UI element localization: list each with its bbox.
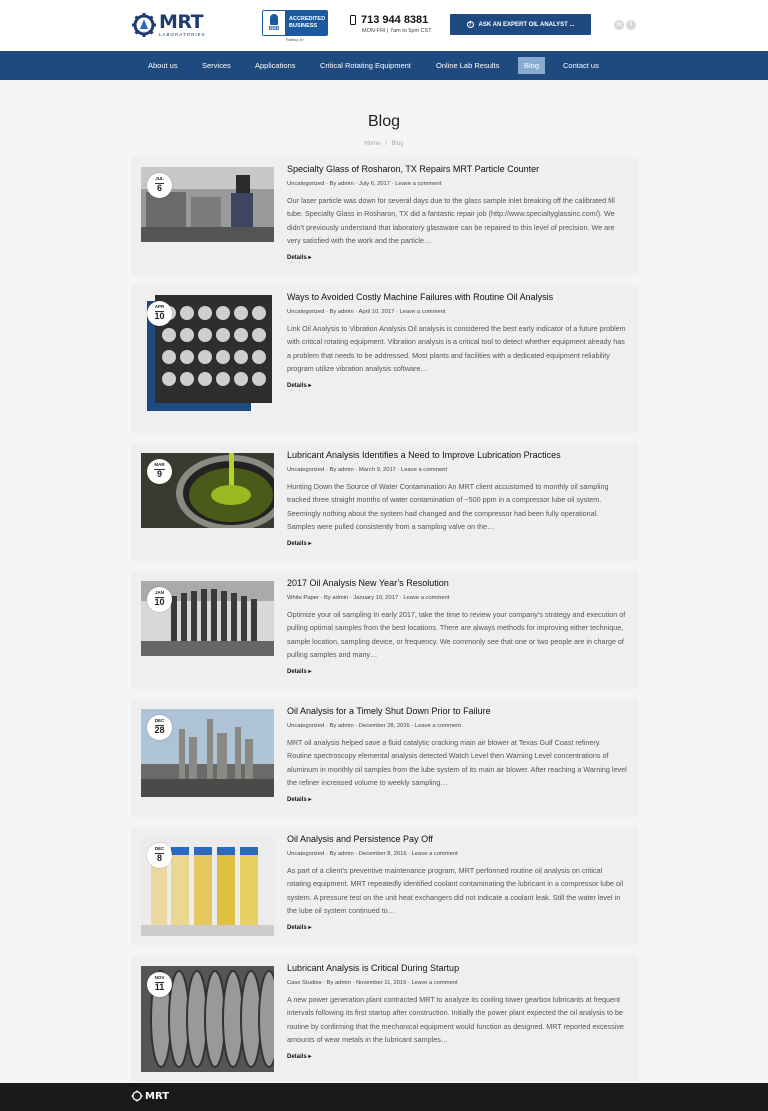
post-excerpt: As part of a client’s preventive maintenance program, MRT performed routine oil analysis on critical rotating equipment. MRT repeatedly identified coolant contaminating the lubricant in a compressor lube oil system. A pressure test on the unit heat exchangers did not indicate a coolant leak. Still the water level in the lube oil system continued to… [287, 866, 624, 915]
details-link[interactable]: Details ▸ [287, 925, 312, 931]
breadcrumb-home[interactable]: Home [364, 141, 381, 147]
details-link[interactable]: Details ▸ [287, 383, 312, 389]
post-excerpt: MRT oil analysis helped save a fluid catalytic cracking main air blower at Texas Gulf Coast refinery. Routine spectroscopy elemental analysis detected Watch Level then Warning Level concentrations of aluminum in monthly oil samples from the lube system of its main air blower. After reaching a Warning level the refiner increased volume to weekly sampling… [287, 738, 627, 787]
breadcrumb: Home / Blog [364, 141, 404, 147]
social-links [614, 20, 636, 30]
details-link[interactable]: Details ▸ [287, 1054, 312, 1060]
details-link[interactable]: Details ▸ [287, 541, 312, 547]
post-excerpt: Hunting Down the Source of Water Contamination An MRT client accustomed to monthly oil sampling tracked three straight months of water contamination of ~500 ppm in a compressor lube oil system. Seemingly nothing about the system had changed and the compressor had been fully operational. Samples were pulled consistently from a sampling valve on the… [287, 482, 609, 531]
site-logo[interactable] [131, 10, 211, 40]
post-date-badge: JAN 10 [147, 587, 172, 612]
business-hours: MON-FRI | 7am to 5pm CST [362, 28, 432, 34]
post-date-badge: APR 10 [147, 301, 172, 326]
details-link[interactable]: Details ▸ [287, 255, 312, 261]
post-title[interactable]: Lubricant Analysis is Critical During Startup [287, 963, 460, 973]
details-link[interactable]: Details ▸ [287, 669, 312, 675]
post-thumbnail[interactable] [141, 966, 274, 1072]
nav-about-us[interactable]: About us [148, 61, 178, 70]
site-footer [0, 1083, 768, 1111]
footer-logo[interactable]: MRT [131, 1090, 169, 1102]
post-title[interactable]: 2017 Oil Analysis New Year’s Resolution [287, 578, 449, 588]
blog-post-card [131, 699, 638, 817]
blog-post-card [131, 956, 638, 1081]
logo-text: MRT [159, 10, 204, 33]
post-meta: Case Studies · By admin · November 11, 2016 · Leave a comment [287, 980, 458, 986]
nav-critical-rotating-equipment[interactable]: Critical Rotating Equipment [320, 61, 411, 70]
blog-post-card [131, 285, 638, 433]
logo-subtext: LABORATORIES [159, 31, 206, 37]
blog-post-card [131, 157, 638, 275]
blog-post-card [131, 443, 638, 561]
post-excerpt: Our laser particle was down for several days due to the glass sample inlet breaking off the calibrated fill tube. Specialty Glass in Rosharon, TX did a fantastic repair job (http://www.specialtyglassinc.com/). We didn’t previously understand that laboratory glassware can be repaired to this level of precision. We are very satisfied with the work and the particle… [287, 196, 615, 245]
post-date-badge: NOV 11 [147, 972, 172, 997]
post-title[interactable]: Oil Analysis for a Timely Shut Down Prior to Failure [287, 706, 491, 716]
nav-applications[interactable]: Applications [255, 61, 296, 70]
post-date-badge: DEC 8 [147, 843, 172, 868]
post-thumbnail[interactable] [141, 167, 274, 242]
post-meta: Uncategorized · By admin · March 9, 2017 · Leave a comment [287, 467, 448, 473]
question-icon: ? [468, 21, 472, 28]
post-date-badge: JUL 6 [147, 173, 172, 198]
post-date-badge: MAR 9 [147, 459, 172, 484]
post-meta: White Paper · By admin · January 10, 2017 · Leave a comment [287, 595, 450, 601]
phone-number[interactable]: 713 944 8381 [350, 14, 428, 26]
post-thumbnail[interactable] [141, 709, 274, 797]
gear-logo-icon [131, 1090, 143, 1102]
post-meta: Uncategorized · By admin · July 6, 2017 · Leave a comment [287, 181, 442, 187]
post-thumbnail[interactable] [141, 581, 274, 656]
bbb-torch-icon [270, 14, 278, 25]
post-title[interactable]: Ways to Avoided Costly Machine Failures with Routine Oil Analysis [287, 292, 554, 302]
post-date-badge: DEC 28 [147, 715, 172, 740]
blog-post-card [131, 571, 638, 689]
facebook-icon[interactable]: f [626, 20, 636, 30]
main-nav [0, 51, 768, 80]
gear-logo-icon [131, 12, 157, 38]
post-title[interactable]: Specialty Glass of Rosharon, TX Repairs MRT Particle Counter [287, 164, 540, 174]
post-thumbnail[interactable] [141, 837, 274, 936]
site-header [0, 0, 768, 51]
post-meta: Uncategorized · By admin · December 8, 2016 · Leave a comment [287, 851, 458, 857]
nav-online-lab-results[interactable]: Online Lab Results [436, 61, 500, 70]
nav-blog[interactable]: Blog [518, 57, 545, 74]
post-thumbnail[interactable] [141, 453, 274, 528]
post-excerpt: A new power generation plant contracted MRT to analyze its cooling tower gearbox lubricants at frequent intervals following its first startup after construction. Initially the power plant expected the oil analysis to be routine by confirming that the mechanical equipment would function as designed. MRT reported excessive amounts of wear metals in the lubricant samples… [287, 995, 624, 1044]
nav-contact-us[interactable]: Contact us [563, 61, 599, 70]
ask-expert-button[interactable]: ? ASK AN EXPERT OIL ANALYST ... [450, 14, 591, 35]
phone-icon [350, 15, 356, 25]
blog-post-card [131, 827, 638, 945]
post-title[interactable]: Lubricant Analysis Identifies a Need to Improve Lubrication Practices [287, 450, 561, 460]
linkedin-icon[interactable]: in [614, 20, 624, 30]
bbb-rating: Rating: A+ [286, 37, 305, 42]
post-excerpt: Optimize your oil sampling In early 2017, take the time to review your company’s strategy and execution of pulling optimal samples from the best locations. There are always methods for improving either technique, sample location, sampling device, or frequency. We commonly see that one or two people are in charge of pulling samples and many… [287, 610, 626, 659]
nav-services[interactable]: Services [202, 61, 231, 70]
post-meta: Uncategorized · By admin · April 10, 2017 · Leave a comment [287, 309, 446, 315]
post-title[interactable]: Oil Analysis and Persistence Pay Off [287, 834, 433, 844]
bbb-accreditation-badge[interactable]: BBB ACCREDITED BUSINESS Rating: A+ [262, 10, 328, 40]
breadcrumb-current: Blog [391, 141, 404, 147]
post-thumbnail[interactable] [141, 295, 274, 415]
details-link[interactable]: Details ▸ [287, 797, 312, 803]
post-meta: Uncategorized · By admin · December 28, 2016 · Leave a comment [287, 723, 461, 729]
post-excerpt: Link Oil Analysis to Vibration Analysis Oil analysis is considered the best early indicator of a future problem with critical rotating equipment. Vibration analysis is a critical tool to detect whether equipment already has a problem that needs to be addressed. Most plants and facilities with a dedicated equipment reliability program utilize vibration analysis software… [287, 324, 626, 373]
page-title: Blog [367, 113, 401, 130]
